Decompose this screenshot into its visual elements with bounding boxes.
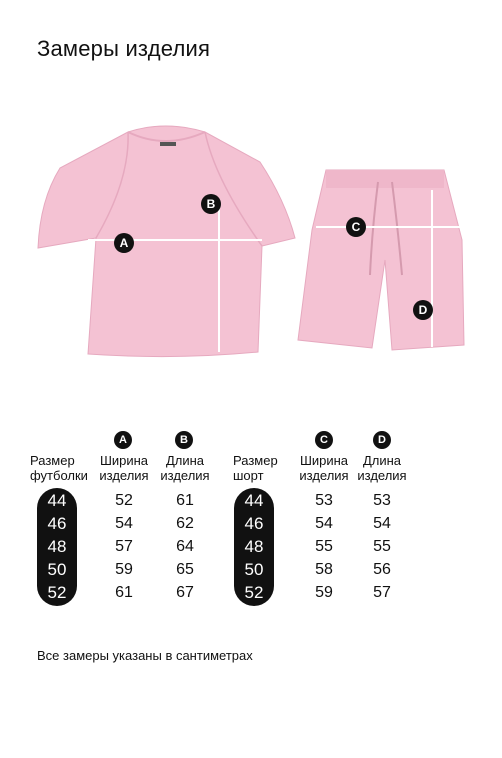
- tshirt-length-cell: 61: [176, 492, 194, 509]
- tshirt-length-header: Длина изделия: [160, 453, 210, 483]
- tshirt-width-cell: 59: [115, 561, 133, 578]
- shorts-width-cell: 53: [315, 492, 333, 509]
- shorts-size-cell: 52: [244, 583, 264, 602]
- tshirt-length-cell: 65: [176, 561, 194, 578]
- marker-a-icon: A: [114, 233, 134, 253]
- shorts-image: [298, 170, 464, 350]
- tshirt-size-cell: 46: [47, 514, 67, 533]
- shorts-width-cell: 58: [315, 561, 333, 578]
- shorts-length-cell: 55: [373, 538, 391, 555]
- tshirt-size-cell: 50: [47, 560, 67, 579]
- footnote: Все замеры указаны в сантиметрах: [37, 648, 253, 663]
- tshirt-length-cell: 67: [176, 584, 194, 601]
- marker-c-icon: C: [346, 217, 366, 237]
- tshirt-image: [38, 126, 295, 357]
- col-d-icon: D: [373, 431, 391, 449]
- shorts-size-cell: 46: [244, 514, 264, 533]
- shorts-size-header: Размер шорт: [233, 453, 278, 483]
- tshirt-width-header: Ширина изделия: [99, 453, 149, 483]
- page-title: Замеры изделия: [37, 36, 211, 61]
- col-a-icon: A: [114, 431, 132, 449]
- shorts-length-cell: 56: [373, 561, 391, 578]
- shorts-size-cell: 48: [244, 537, 264, 556]
- tshirt-size-cell: 48: [47, 537, 67, 556]
- tshirt-width-cell: 54: [115, 515, 133, 532]
- shorts-width-cell: 59: [315, 584, 333, 601]
- shorts-size-cell: 50: [244, 560, 264, 579]
- garment-illustration: [0, 90, 502, 390]
- shorts-size-cell: 44: [244, 491, 264, 510]
- shorts-length-cell: 53: [373, 492, 391, 509]
- tshirt-width-cell: 61: [115, 584, 133, 601]
- marker-b-icon: B: [201, 194, 221, 214]
- col-c-icon: C: [315, 431, 333, 449]
- shorts-width-header: Ширина изделия: [299, 453, 349, 483]
- shorts-width-cell: 54: [315, 515, 333, 532]
- shorts-width-cell: 55: [315, 538, 333, 555]
- marker-d-icon: D: [413, 300, 433, 320]
- shorts-length-cell: 54: [373, 515, 391, 532]
- tshirt-width-cell: 57: [115, 538, 133, 555]
- tshirt-size-cell: 52: [47, 583, 67, 602]
- tshirt-length-cell: 62: [176, 515, 194, 532]
- tshirt-size-cell: 44: [47, 491, 67, 510]
- col-b-icon: B: [175, 431, 193, 449]
- tshirt-width-cell: 52: [115, 492, 133, 509]
- shorts-length-cell: 57: [373, 584, 391, 601]
- tshirt-length-cell: 64: [176, 538, 194, 555]
- shorts-length-header: Длина изделия: [357, 453, 407, 483]
- tshirt-size-header: Размер футболки: [30, 453, 88, 483]
